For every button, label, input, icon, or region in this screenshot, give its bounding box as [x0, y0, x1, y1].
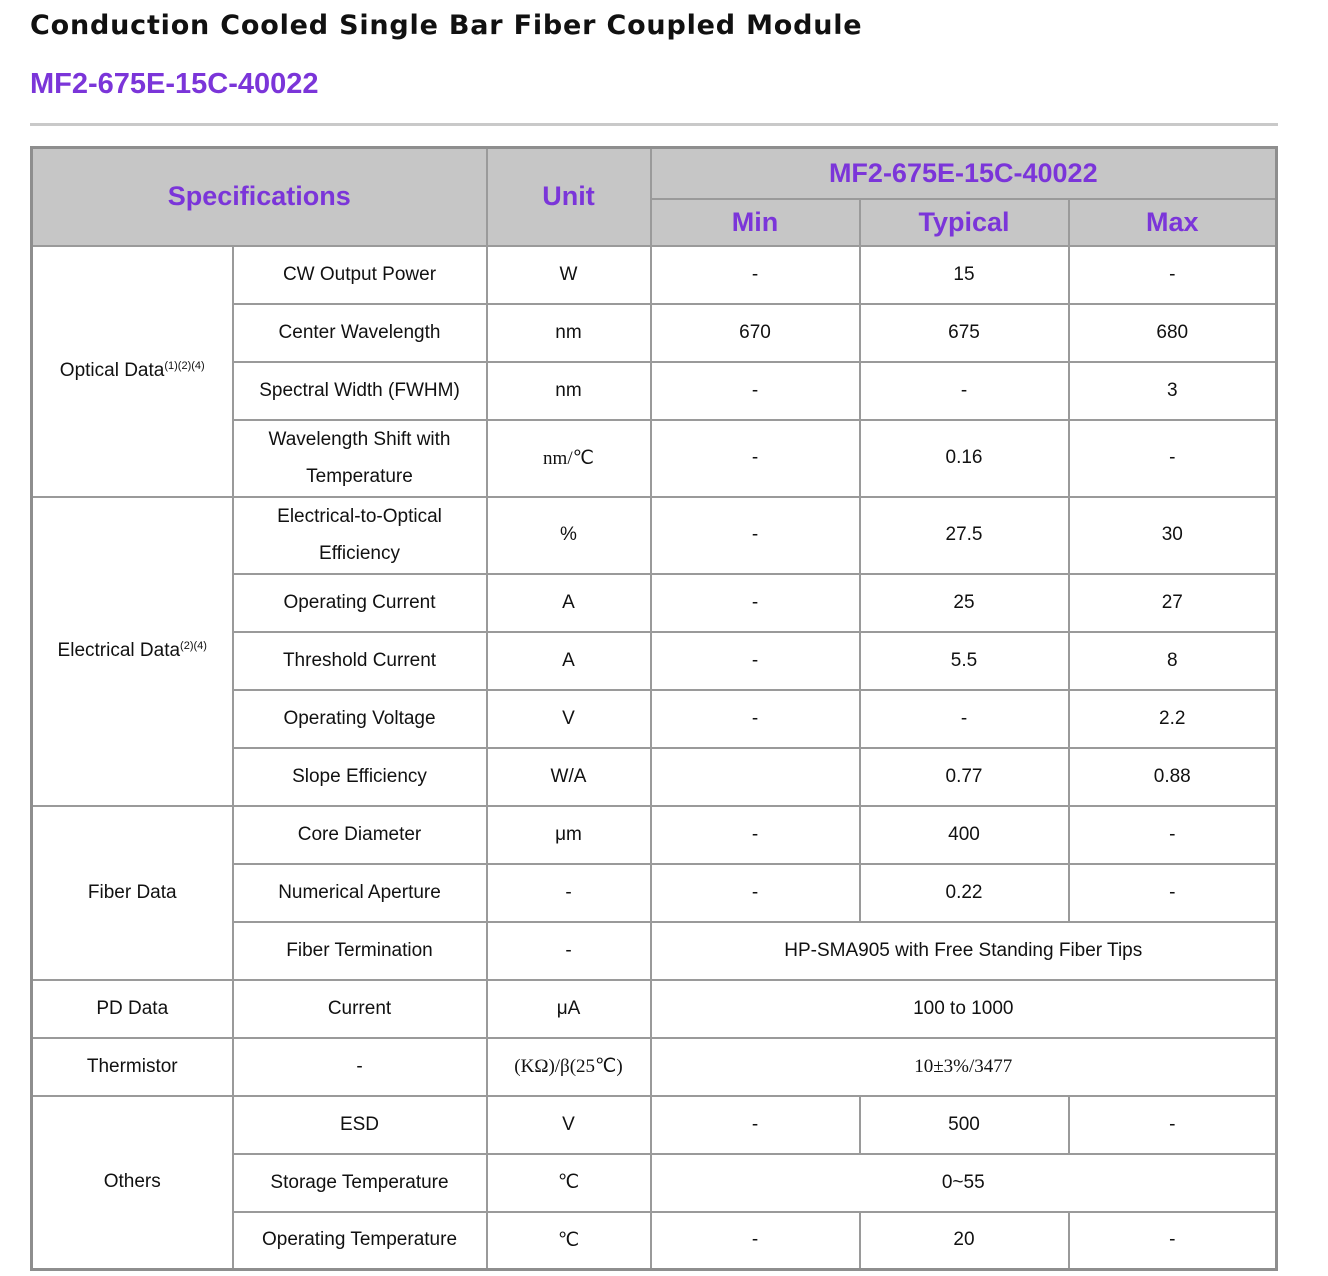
param-cell: -	[233, 1038, 487, 1096]
min-cell	[651, 748, 860, 806]
param-cell: Threshold Current	[233, 632, 487, 690]
max-cell: -	[1069, 806, 1277, 864]
min-cell: -	[651, 574, 860, 632]
param-cell: Core Diameter	[233, 806, 487, 864]
group-fiber-data: Fiber Data	[32, 806, 233, 980]
value-span-cell: HP-SMA905 with Free Standing Fiber Tips	[651, 922, 1277, 980]
max-cell: -	[1069, 1096, 1277, 1154]
param-cell: Spectral Width (FWHM)	[233, 362, 487, 420]
typical-cell: 400	[860, 806, 1069, 864]
unit-cell: μm	[487, 806, 651, 864]
param-cell: Current	[233, 980, 487, 1038]
max-cell: -	[1069, 864, 1277, 922]
typical-cell: 25	[860, 574, 1069, 632]
unit-cell: A	[487, 632, 651, 690]
unit-cell: -	[487, 922, 651, 980]
unit-cell: nm	[487, 304, 651, 362]
unit-cell: V	[487, 690, 651, 748]
typical-cell: -	[860, 690, 1069, 748]
typical-cell: 5.5	[860, 632, 1069, 690]
param-cell: ESD	[233, 1096, 487, 1154]
param-cell: Operating Voltage	[233, 690, 487, 748]
page-title: Conduction Cooled Single Bar Fiber Coupled Module	[30, 10, 863, 41]
model-number: MF2-675E-15C-40022	[30, 68, 319, 100]
unit-cell: nm/℃	[487, 420, 651, 497]
table-row	[32, 806, 1277, 864]
typical-cell: 675	[860, 304, 1069, 362]
group-pd-data: PD Data	[32, 980, 233, 1038]
table-row	[32, 246, 1277, 304]
param-cell: Storage Temperature	[233, 1154, 487, 1212]
typical-cell: -	[860, 362, 1069, 420]
max-cell: -	[1069, 246, 1277, 304]
min-cell: -	[651, 864, 860, 922]
table-row	[32, 980, 1277, 1038]
typical-cell: 20	[860, 1212, 1069, 1270]
param-cell: Wavelength Shift with Temperature	[233, 420, 487, 497]
max-cell: 0.88	[1069, 748, 1277, 806]
table-row	[32, 1038, 1277, 1096]
footnote-refs: (2)(4)	[180, 640, 207, 652]
header-min: Min	[651, 199, 860, 246]
typical-cell: 0.16	[860, 420, 1069, 497]
min-cell: -	[651, 246, 860, 304]
min-cell: -	[651, 806, 860, 864]
param-cell: Operating Current	[233, 574, 487, 632]
header-model: MF2-675E-15C-40022	[651, 148, 1277, 199]
max-cell: 8	[1069, 632, 1277, 690]
param-cell: Slope Efficiency	[233, 748, 487, 806]
min-cell: -	[651, 690, 860, 748]
unit-cell: (KΩ)/β(25℃)	[487, 1038, 651, 1096]
value-span-cell: 10±3%/3477	[651, 1038, 1277, 1096]
unit-cell: -	[487, 864, 651, 922]
param-cell: Center Wavelength	[233, 304, 487, 362]
typical-cell: 0.77	[860, 748, 1069, 806]
typical-cell: 0.22	[860, 864, 1069, 922]
max-cell: -	[1069, 420, 1277, 497]
value-span-cell: 100 to 1000	[651, 980, 1277, 1038]
param-cell: CW Output Power	[233, 246, 487, 304]
param-cell: Fiber Termination	[233, 922, 487, 980]
unit-cell: ℃	[487, 1212, 651, 1270]
max-cell: 27	[1069, 574, 1277, 632]
param-cell: Operating Temperature	[233, 1212, 487, 1270]
max-cell: 3	[1069, 362, 1277, 420]
unit-cell: %	[487, 497, 651, 574]
min-cell: -	[651, 362, 860, 420]
max-cell: 2.2	[1069, 690, 1277, 748]
typical-cell: 27.5	[860, 497, 1069, 574]
group-others: Others	[32, 1096, 233, 1270]
group-thermistor: Thermistor	[32, 1038, 233, 1096]
unit-cell: ℃	[487, 1154, 651, 1212]
max-cell: 30	[1069, 497, 1277, 574]
header-max: Max	[1069, 199, 1277, 246]
spec-table	[30, 146, 1278, 1271]
group-optical-data: Optical Data$^{(1)(2)(4)}$	[32, 246, 233, 497]
unit-cell: nm	[487, 362, 651, 420]
min-cell: -	[651, 1212, 860, 1270]
min-cell: -	[651, 497, 860, 574]
min-cell: -	[651, 632, 860, 690]
param-cell: Numerical Aperture	[233, 864, 487, 922]
unit-cell: W	[487, 246, 651, 304]
min-cell: -	[651, 420, 860, 497]
max-cell: 680	[1069, 304, 1277, 362]
max-cell: -	[1069, 1212, 1277, 1270]
param-cell: Electrical-to-Optical Efficiency	[233, 497, 487, 574]
unit-cell: W/A	[487, 748, 651, 806]
min-cell: 670	[651, 304, 860, 362]
header-specifications: Specifications	[32, 148, 487, 246]
group-electrical-data: Electrical Data$^{(2)(4)}$	[32, 497, 233, 806]
unit-cell: A	[487, 574, 651, 632]
divider	[30, 123, 1278, 126]
table-row	[32, 497, 1277, 574]
typical-cell: 500	[860, 1096, 1069, 1154]
footnote-refs: (1)(2)(4)	[164, 360, 205, 372]
header-typical: Typical	[860, 199, 1069, 246]
value-span-cell: 0~55	[651, 1154, 1277, 1212]
header-unit: Unit	[487, 148, 651, 246]
min-cell: -	[651, 1096, 860, 1154]
unit-cell: V	[487, 1096, 651, 1154]
unit-cell: μA	[487, 980, 651, 1038]
table-row	[32, 1096, 1277, 1154]
typical-cell: 15	[860, 246, 1069, 304]
